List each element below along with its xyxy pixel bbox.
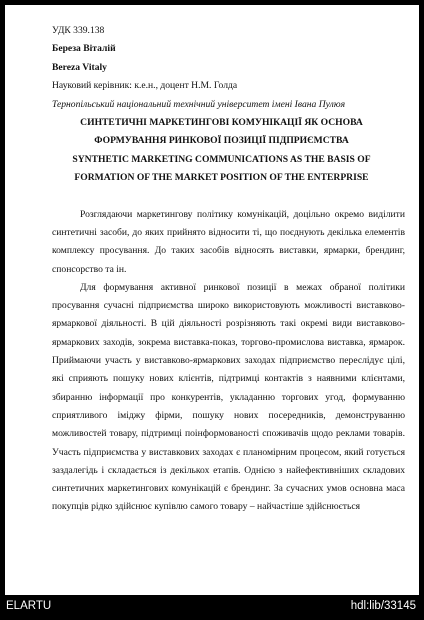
paragraph-1	[52, 206, 405, 279]
author-ua: Береза Віталій	[52, 43, 116, 55]
author-en: Bereza Vitaly	[52, 61, 107, 73]
footer-repository-name: ELARTU	[6, 600, 52, 612]
footer-handle: hdl:lib/33145	[350, 600, 416, 612]
title-ua-line1: СИНТЕТИЧНІ МАРКЕТИНГОВІ КОМУНІКАЦІЇ ЯК ОСНОВА	[80, 117, 363, 129]
udk-code: УДК 339.138	[52, 25, 105, 36]
document-page	[5, 5, 419, 595]
supervisor: Науковий керівник: к.е.н., доцент Н.М. Голда	[52, 80, 238, 92]
institution: Тернопільський національний технічний університет імені Івана Пулюя	[52, 98, 346, 110]
paragraph-1-text: Розглядаючи маркетингову політику комунікацій, доцільно окремо виділити синтетичні засоби, до яких прийнято відносити ті, що поєднують декілька елементів комплексу просування. До таких засобів відносять виставки, ярмарки, брендинг, спонсорство та ін.	[52, 208, 405, 275]
title-ua-line2: ФОРМУВАННЯ РИНКОВОЇ ПОЗИЦІЇ ПІДПРИЄМСТВА	[94, 135, 349, 147]
title-spacer	[52, 188, 405, 206]
paragraph-2-text: Для формування активної ринкової позиції в межах обраної політики просування сучасні підприємства широко використовують можливості виставково-ярмаркової діяльності. В цій діяльності розрізняють такі окремі види виставково-ярмаркових заходів, зокрема виставка-показ, торгово-промислова виставка, ярмарок. Приймаючи участь у виставково-ярмаркових заходах підприємство переслідує цілі, які сприяють пошуку нових клієнтів, підтримці контактів з наявними клієнтами, збиранню інформації про конкурентів, укладанню торгових угод, формуванню сприятливого іміджу фірми, пошуку нових посередників, демонструванню можливостей товару, підтримці поінформованості споживачів щодо реклами товарів. Участь підприємства у виставкових заходах є планомірним процесом, який готується заздалегідь і складається із декількох етапів. Однією з найефективніших складових синтетичних маркетингових комунікацій є брендинг. За сучасних умов основна маса покупців рідко здійснює купівлю самого товару – найчастіше здійснюється	[52, 281, 405, 513]
repository-footer	[0, 595, 424, 620]
paragraph-2	[52, 279, 405, 517]
title-en-line1: SYNTHETIC MARKETING COMMUNICATIONS AS THE BASIS OF	[72, 153, 371, 165]
title-en-line2: FORMATION OF THE MARKET POSITION OF THE ENTERPRISE	[74, 172, 369, 184]
